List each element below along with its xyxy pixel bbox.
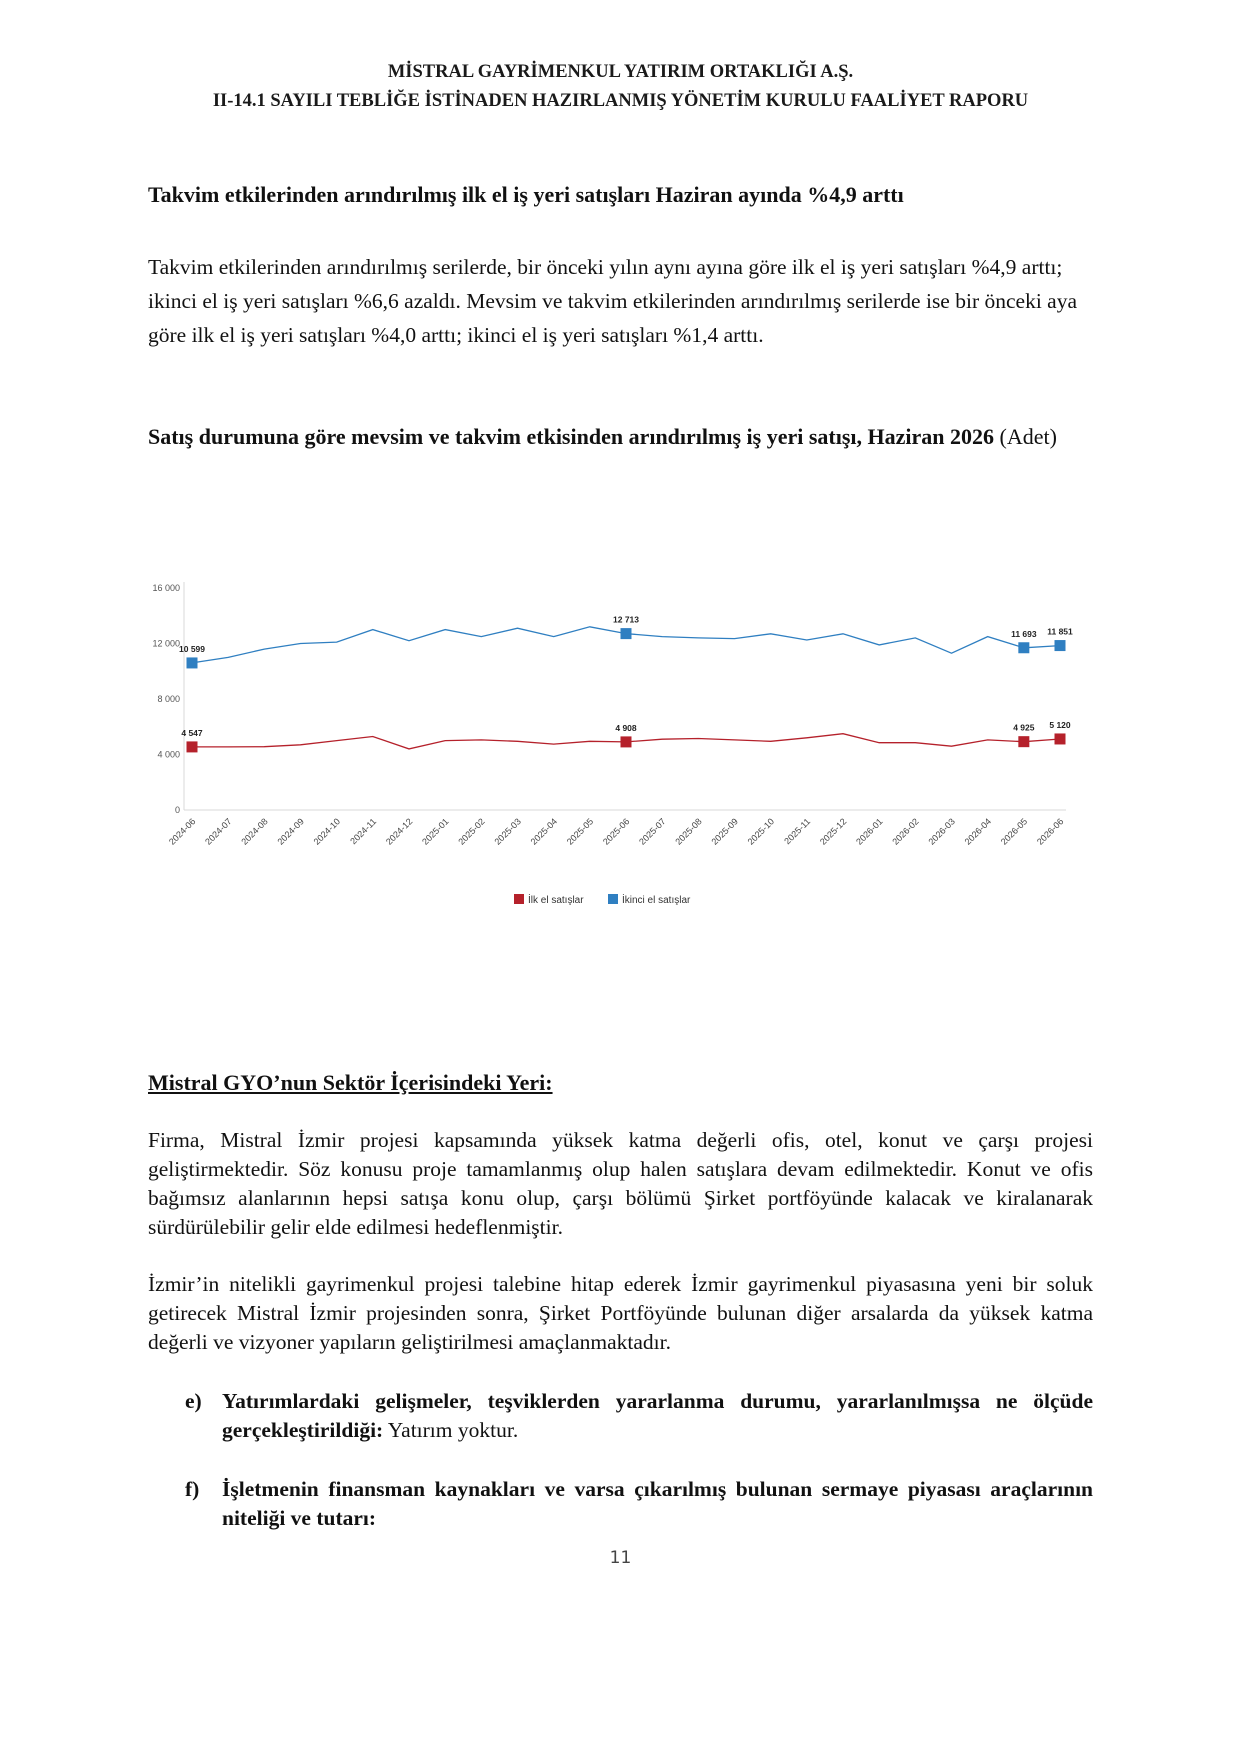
x-tick-label: 2024-07 [203,816,234,847]
x-tick-label: 2024-08 [239,816,270,847]
chart-legend [514,893,691,906]
x-tick-label: 2024-11 [348,816,379,847]
sales-line-chart [140,570,1100,910]
sector-paragraph-2: İzmir’in nitelikli gayrimenkul projesi talebine hitap ederek İzmir gayrimenkul piyasasına yeni bir soluk getirecek Mistral İzmir projesinden sonra, Şirket Portföyünde bulunan diğer arsalarda da yüksek katma değerli ve vizyoner yapıların geliştirilmesi amaçlanmaktadır. [148,1272,1093,1354]
x-tick-label: 2025-12 [817,816,849,847]
data-point-marker [621,736,632,747]
item-e-text: Yatırım yoktur. [383,1418,519,1442]
x-tick-label: 2026-05 [998,816,1030,847]
y-tick-label: 12 000 [152,638,180,649]
item-e-title: Yatırımlardaki gelişmeler, teşviklerden yararlanma durumu, yararlanılmışsa ne ölçüde gerçekleştirildiği: [222,1389,1093,1442]
item-label: f) [185,1477,200,1501]
x-tick-label: 2025-08 [673,816,704,847]
x-tick-label: 2025-07 [637,816,668,847]
x-tick-label: 2025-01 [420,816,451,847]
legend-label: İlk el satışlar [528,895,584,906]
series-layer [179,615,1073,753]
legend-swatch [514,894,524,904]
x-tick-label: 2024-09 [275,816,306,847]
chart-heading-bold: Satış durumuna göre mevsim ve takvim etkisinden arındırılmış iş yeri satışı, Haziran 2026 [148,424,995,449]
x-tick-label: 2025-09 [709,816,740,847]
data-label: 12 713 [613,614,639,625]
data-label: 11 851 [1047,626,1073,637]
data-point-marker [1055,640,1066,651]
item-label: e) [185,1389,202,1413]
data-point-marker [187,741,198,752]
x-tick-label: 2025-11 [782,816,813,847]
data-point-marker [621,628,632,639]
data-point-marker [1018,642,1029,653]
x-tick-label: 2025-06 [600,816,632,847]
x-tick-label: 2025-02 [456,816,487,847]
x-tick-label: 2026-04 [962,816,994,847]
x-axis [167,810,1066,847]
legend-swatch [608,894,618,904]
item-f-title: İşletmenin finansman kaynakları ve varsa çıkarılmış bulunan sermaye piyasası araçlarının niteliği ve tutarı: [222,1477,1093,1530]
data-label: 11 693 [1011,628,1037,639]
data-point-marker [187,657,198,668]
x-tick-label: 2026-03 [926,816,957,847]
legend-label: İkinci el satışlar [622,895,691,906]
y-tick-label: 16 000 [152,583,180,593]
report-header [0,58,1241,116]
x-tick-label: 2025-03 [492,816,523,847]
x-tick-label: 2026-02 [890,816,921,847]
page-number: 11 [609,1548,632,1568]
x-tick-label: 2025-10 [745,816,777,847]
section-title: Takvim etkilerinden arındırılmış ilk el iş yeri satışları Haziran ayında %4,9 arttı [148,182,904,207]
y-axis [152,582,184,815]
section-paragraph: Takvim etkilerinden arındırılmış serilerde, bir önceki yılın aynı ayına göre ilk el iş yeri satışları %4,9 arttı; ikinci el iş yeri satışları %6,6 azaldı. Mevsim ve takvim etkilerinden arındırılmış serilerde ise bir önceki aya göre ilk el iş yeri satışları %4,0 arttı; ikinci el iş yeri satışları %1,4 arttı. [148,255,1078,347]
x-tick-label: 2024-12 [383,816,415,847]
list-item-f [185,1475,1093,1533]
y-tick-label: 0 [174,805,180,815]
data-label: 4 908 [615,722,637,733]
data-label: 4 547 [181,727,203,738]
data-point-marker [1018,736,1029,747]
data-point-marker [1055,733,1066,744]
company-name: MİSTRAL GAYRİMENKUL YATIRIM ORTAKLIĞI A.Ş. [387,62,854,82]
chart-heading [148,420,1093,454]
x-tick-label: 2026-06 [1034,816,1066,847]
report-subtitle: II-14.1 SAYILI TEBLİĞE İSTİNADEN HAZIRLANMIŞ YÖNETİM KURULU FAALİYET RAPORU [212,91,1029,111]
x-tick-label: 2025-04 [528,816,560,847]
chart-heading-unit: (Adet) [994,424,1057,449]
data-label: 5 120 [1049,719,1071,730]
x-tick-label: 2026-01 [854,816,885,847]
sector-heading: Mistral GYO’nun Sektör İçerisindeki Yeri: [148,1070,553,1095]
list-item-e [185,1387,1093,1445]
y-tick-label: 4 000 [157,749,180,760]
x-tick-label: 2024-06 [166,816,198,847]
sector-paragraph-1: Firma, Mistral İzmir projesi kapsamında yüksek katma değerli ofis, otel, konut ve çarşı projesi geliştirmektedir. Söz konusu proje tamamlanmış olup halen satışlara devam edilmektedir. Konut ve ofis bağımsız alanlarının hepsi satışa konu olup, çarşı bölümü Şirket portföyünde kalacak ve kiralanarak sürdürülebilir gelir elde edilmesi hedeflenmiştir. [148,1128,1093,1239]
y-tick-label: 8 000 [157,694,180,704]
x-tick-label: 2024-10 [311,816,343,847]
x-tick-label: 2025-05 [564,816,596,847]
data-label: 4 925 [1013,722,1035,733]
data-label: 10 599 [179,643,205,654]
